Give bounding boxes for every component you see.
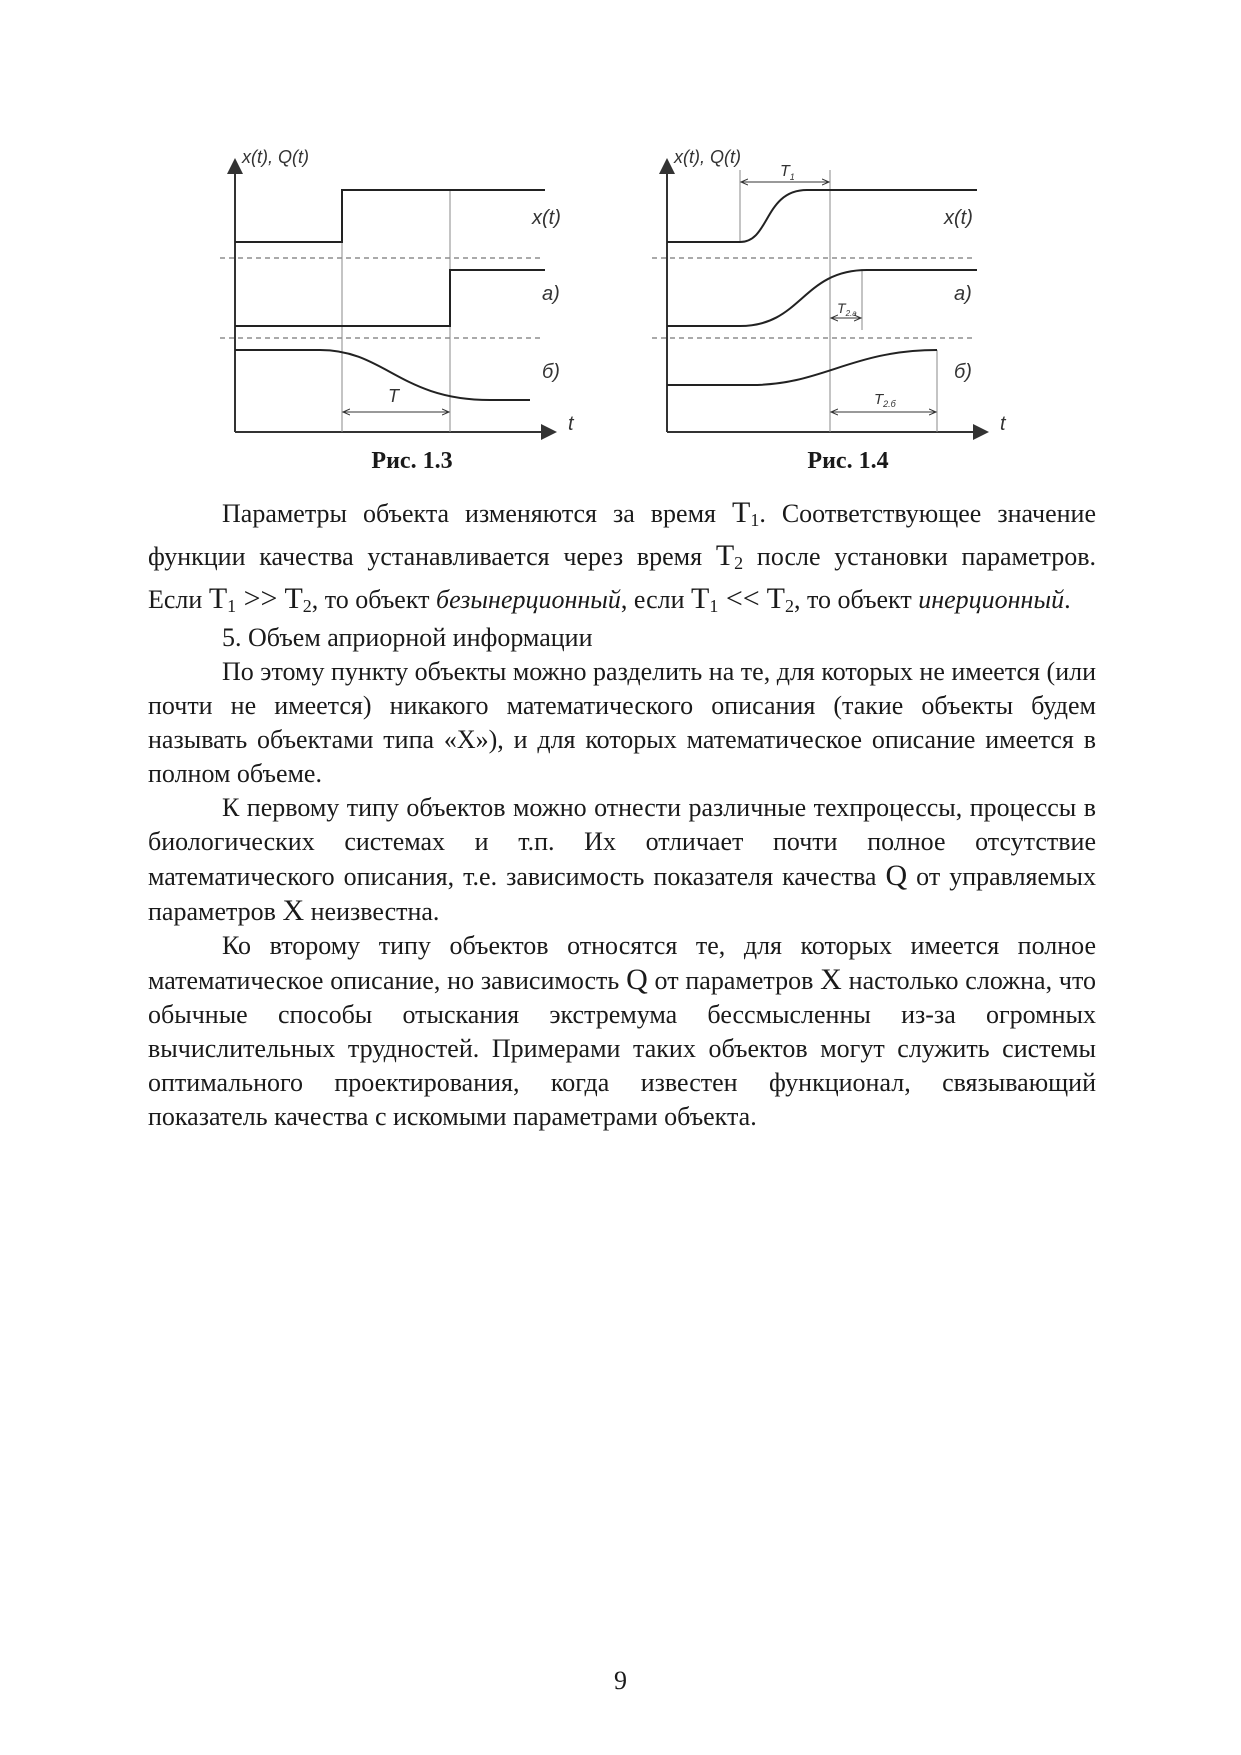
interval-label-T2b: $T_{2.б}$	[874, 391, 896, 409]
paragraph-inertia: Параметры объекта изменяются за время $T_1$. Соответствующее значение функции качества устанавливается через время $T_2$ после установки параметров. Если $T_1 >> T_2$, то объект безынерционный, если $T_1 << T_2$, то объект инерционный.	[148, 496, 1096, 616]
figure-1-3	[220, 140, 574, 450]
figure-1-4-caption: Рис. 1.4	[807, 448, 889, 474]
figure-1-3-caption: Рис. 1.3	[371, 448, 453, 474]
page-number: 9	[614, 1666, 627, 1695]
label-b: б)	[954, 361, 972, 383]
label-x: x(t)	[532, 207, 561, 229]
interval-label-T2a: $T_{2.а}$	[837, 300, 857, 318]
label-x: x(t)	[944, 207, 973, 229]
paragraph-apriori: По этому пункту объекты можно разделить на те, для которых не имеется (или почти не имеется) никакого математического описания (такие объекты будем называть объектами типа «X»), и для которых математическое описание имеется в полном объеме.	[148, 657, 1096, 788]
paragraph-first-type: К первому типу объектов можно отнести различные техпроцессы, процессы в биологических системах и т.п. Их отличает почти полное отсутствие математического описания, т.е. зависимость показателя качества Q от управляемых параметров X неизвестна.	[148, 793, 1096, 927]
x-axis-label: t	[1000, 413, 1006, 435]
figure-1-4-plot	[652, 140, 1006, 450]
curve-b	[667, 350, 937, 385]
curve-a	[235, 270, 545, 326]
label-b: б)	[542, 361, 560, 383]
curve-a	[667, 270, 977, 326]
interval-label-T: T	[388, 386, 399, 406]
curve-x	[235, 190, 545, 242]
paragraph-second-type: Ко второму типу объектов относятся те, для которых имеется полное математическое описание, но зависимость Q от параметров X настолько сложна, что обычные способы отыскания экстремума бессмысленны из-за огромных вычислительных трудностей. Примерами таких объектов могут служить системы оптимального проектирования, когда известен функционал, связывающий показатель качества с искомыми параметрами объекта.	[148, 931, 1097, 1131]
curve-x	[667, 190, 977, 242]
figure-1-4	[652, 140, 1006, 450]
y-axis-label: x(t), Q(t)	[242, 147, 309, 167]
label-a: а)	[954, 283, 972, 305]
section-heading-5: 5. Объем априорной информации	[222, 623, 593, 652]
body-text	[148, 492, 1096, 1134]
y-axis-label: x(t), Q(t)	[674, 147, 741, 167]
x-axis-label: t	[568, 413, 574, 435]
interval-label-T1: $T_1$	[780, 163, 795, 182]
label-a: а)	[542, 283, 560, 305]
curve-b	[235, 350, 530, 400]
figure-1-3-plot	[220, 140, 574, 450]
